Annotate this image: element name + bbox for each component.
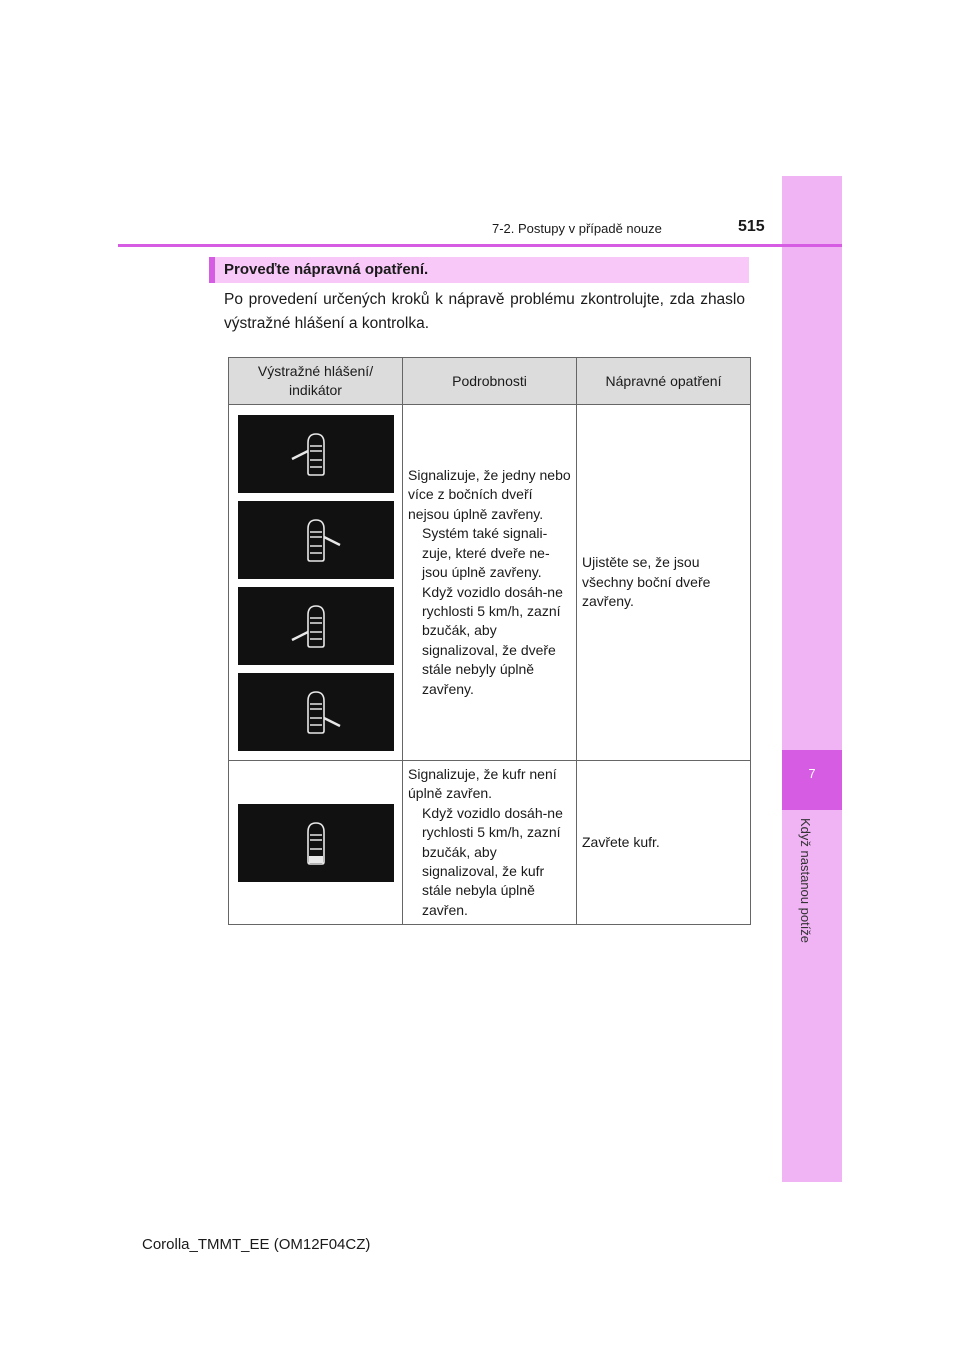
table-header-action: Nápravné opatření (577, 358, 751, 405)
table-row (229, 761, 751, 925)
action-text: Zavřete kufr. (582, 833, 660, 850)
door-rear-right-open-icon (238, 673, 394, 751)
chapter-title: Když nastanou potíže (798, 818, 813, 944)
header-divider (118, 244, 842, 247)
action-cell (577, 761, 751, 925)
document-footer: Corolla_TMMT_EE (OM12F04CZ) (142, 1236, 371, 1253)
door-front-right-open-icon (238, 501, 394, 579)
details-main: Signalizuje, že jedny nebo více z bočních dveří nejsou úplně zavřeny. (408, 467, 571, 522)
details-note: Systém také signali-zuje, které dveře ne-jsou úplně zavřeny. (422, 525, 550, 581)
table-row (229, 405, 751, 761)
indicator-cell (229, 761, 403, 925)
table-header-row (229, 358, 751, 405)
details-cell (403, 405, 577, 761)
details-note: Když vozidlo dosáh-ne rychlosti 5 km/h, zazní bzučák, aby signalizoval, že kufr stále nebyla úplně zavřen. (422, 804, 563, 918)
trunk-open-icon (238, 804, 394, 882)
door-front-left-open-icon (238, 415, 394, 493)
table-header-indicator: Výstražné hlášení/ indikátor (229, 358, 403, 405)
warning-table (228, 357, 751, 925)
chapter-number: 7 (808, 766, 816, 781)
page-number: 515 (738, 218, 765, 235)
details-main: Signalizuje, že kufr není úplně zavřen. (408, 765, 557, 802)
table-header-details: Podrobnosti (403, 358, 577, 405)
section-title: 7-2. Postupy v případě nouze (492, 221, 662, 236)
action-cell (577, 405, 751, 761)
details-note: Když vozidlo dosáh-ne rychlosti 5 km/h, zazní bzučák, aby signalizoval, že dveře stále nebyly úplně zavřeny. (422, 583, 563, 697)
details-cell (403, 761, 577, 925)
indicator-cell (229, 405, 403, 761)
chapter-side-tab (782, 176, 842, 1182)
action-text: Ujistěte se, že jsou všechny boční dveře zavřeny. (582, 554, 711, 610)
door-rear-left-open-icon (238, 587, 394, 665)
section-heading: Proveďte nápravná opatření. (209, 257, 749, 283)
intro-paragraph: Po provedení určených kroků k nápravě problému zkontrolujte, zda zhaslo výstražné hlášení a kontrolka. (224, 291, 745, 332)
